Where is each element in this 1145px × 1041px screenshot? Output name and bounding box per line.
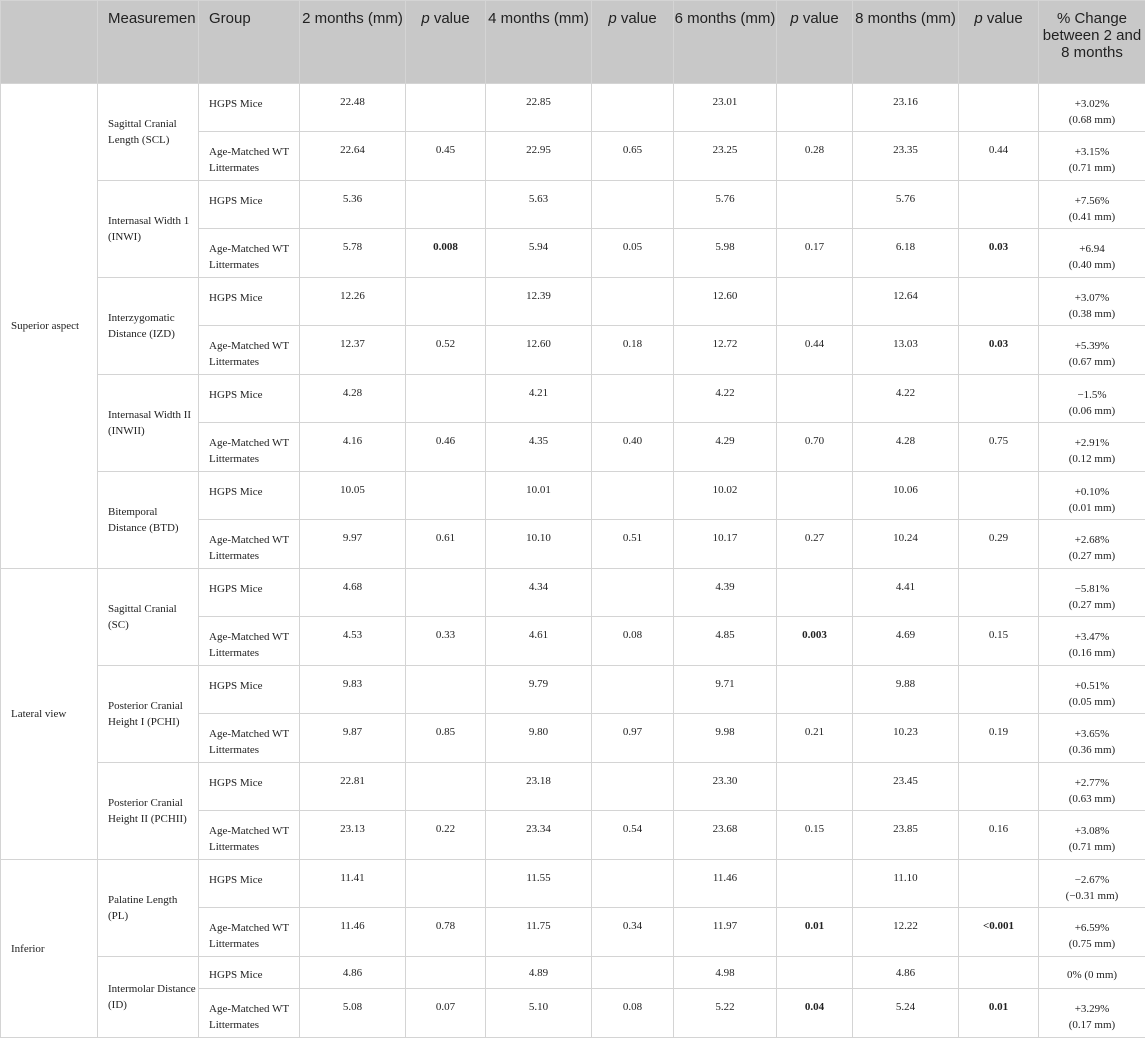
p-value-2-months (406, 763, 486, 811)
value-6-months: 12.60 (674, 278, 777, 326)
p-value-suffix: value (982, 10, 1023, 27)
measurement-cell: Bitemporal Distance (BTD) (98, 472, 199, 569)
percent-change-cell (1039, 375, 1145, 423)
p-value-4-months (592, 569, 674, 617)
value-6-months: 12.72 (674, 326, 777, 375)
value-4-months: 12.60 (486, 326, 592, 375)
change-mm: (0.16 mm) (1068, 647, 1116, 659)
percent-change: 0% (0 mm) (1066, 969, 1118, 981)
percent-change-cell (1039, 714, 1145, 763)
measurement-cell: Internasal Width 1 (INWI) (98, 181, 199, 278)
value-4-months: 4.35 (486, 423, 592, 472)
percent-change-cell (1039, 617, 1145, 666)
p-value-suffix: value (429, 10, 470, 27)
p-value-2-months (406, 860, 486, 908)
value-8-months: 9.88 (853, 666, 959, 714)
change-mm: (0.12 mm) (1068, 453, 1116, 465)
p-value-8-months (959, 181, 1039, 229)
header-p-value-6 (777, 1, 853, 84)
header-p-value-4 (592, 1, 674, 84)
value-4-months: 5.10 (486, 989, 592, 1038)
p-value-2-months (406, 278, 486, 326)
p-value-4-months: 0.40 (592, 423, 674, 472)
change-mm: (0.75 mm) (1068, 938, 1116, 950)
value-2-months: 11.46 (300, 908, 406, 957)
p-value-4-months: 0.65 (592, 132, 674, 181)
p-value-2-months (406, 569, 486, 617)
value-4-months: 5.63 (486, 181, 592, 229)
p-italic: p (974, 10, 983, 27)
value-4-months: 9.79 (486, 666, 592, 714)
change-mm: (0.27 mm) (1068, 599, 1116, 611)
change-mm: (0.41 mm) (1068, 211, 1116, 223)
p-value-6-months (777, 569, 853, 617)
p-value-suffix: value (798, 10, 839, 27)
value-8-months: 10.06 (853, 472, 959, 520)
group-cell: Age-Matched WT Littermates (199, 989, 300, 1038)
p-value-6-months: 0.01 (777, 908, 853, 957)
header-region (1, 1, 98, 84)
measurement-cell: Posterior Cranial Height I (PCHI) (98, 666, 199, 763)
value-4-months: 4.89 (486, 957, 592, 989)
percent-change: +5.39% (1074, 340, 1110, 352)
table-row (1, 569, 1145, 617)
value-8-months: 4.86 (853, 957, 959, 989)
group-cell: Age-Matched WT Littermates (199, 229, 300, 278)
group-cell: Age-Matched WT Littermates (199, 714, 300, 763)
table-row (1, 375, 1145, 423)
value-6-months: 23.01 (674, 84, 777, 132)
value-6-months: 4.85 (674, 617, 777, 666)
percent-change: −5.81% (1074, 583, 1110, 595)
change-mm: (0.67 mm) (1068, 356, 1116, 368)
percent-change: +0.51% (1074, 680, 1110, 692)
p-value-4-months: 0.18 (592, 326, 674, 375)
p-value-8-months: 0.44 (959, 132, 1039, 181)
percent-change-cell (1039, 472, 1145, 520)
p-value-6-months (777, 763, 853, 811)
group-cell: HGPS Mice (199, 84, 300, 132)
p-value-8-months: 0.29 (959, 520, 1039, 569)
percent-change-cell (1039, 278, 1145, 326)
p-value-4-months (592, 957, 674, 989)
p-value-suffix: value (616, 10, 657, 27)
value-4-months: 23.18 (486, 763, 592, 811)
p-value-6-months (777, 957, 853, 989)
value-2-months: 5.08 (300, 989, 406, 1038)
value-8-months: 6.18 (853, 229, 959, 278)
p-value-2-months: 0.61 (406, 520, 486, 569)
p-value-8-months (959, 84, 1039, 132)
p-value-8-months: 0.16 (959, 811, 1039, 860)
percent-change: +3.08% (1074, 825, 1110, 837)
p-value-2-months: 0.008 (406, 229, 486, 278)
header-4-months: 4 months (mm) (486, 1, 592, 84)
value-8-months: 23.35 (853, 132, 959, 181)
value-2-months: 10.05 (300, 472, 406, 520)
value-2-months: 12.37 (300, 326, 406, 375)
value-8-months: 11.10 (853, 860, 959, 908)
p-value-6-months (777, 181, 853, 229)
percent-change-cell (1039, 989, 1145, 1038)
table-row (1, 763, 1145, 811)
table-row (1, 278, 1145, 326)
p-value-2-months: 0.52 (406, 326, 486, 375)
percent-change-cell (1039, 132, 1145, 181)
p-value-4-months (592, 472, 674, 520)
p-value-6-months: 0.27 (777, 520, 853, 569)
percent-change: +2.91% (1074, 437, 1110, 449)
value-2-months: 12.26 (300, 278, 406, 326)
value-6-months: 9.98 (674, 714, 777, 763)
p-value-8-months (959, 763, 1039, 811)
group-cell: HGPS Mice (199, 957, 300, 989)
value-8-months: 12.22 (853, 908, 959, 957)
value-2-months: 4.28 (300, 375, 406, 423)
group-cell: Age-Matched WT Littermates (199, 811, 300, 860)
p-value-4-months: 0.34 (592, 908, 674, 957)
p-value-6-months: 0.21 (777, 714, 853, 763)
p-value-8-months: 0.03 (959, 229, 1039, 278)
p-value-6-months: 0.70 (777, 423, 853, 472)
percent-change: +6.59% (1074, 922, 1110, 934)
value-2-months: 5.78 (300, 229, 406, 278)
percent-change-cell (1039, 569, 1145, 617)
value-6-months: 5.76 (674, 181, 777, 229)
percent-change: +3.29% (1074, 1003, 1110, 1015)
p-value-6-months (777, 860, 853, 908)
p-value-2-months: 0.46 (406, 423, 486, 472)
percent-change: +3.65% (1074, 728, 1110, 740)
p-value-8-months: 0.15 (959, 617, 1039, 666)
p-value-2-months: 0.07 (406, 989, 486, 1038)
p-value-2-months (406, 181, 486, 229)
p-value-4-months: 0.08 (592, 989, 674, 1038)
value-2-months: 9.87 (300, 714, 406, 763)
p-value-8-months (959, 375, 1039, 423)
change-mm: (0.71 mm) (1068, 162, 1116, 174)
value-8-months: 10.23 (853, 714, 959, 763)
group-cell: HGPS Mice (199, 181, 300, 229)
percent-change: +3.15% (1074, 146, 1110, 158)
percent-change-cell (1039, 181, 1145, 229)
measurement-cell: Intermolar Distance (ID) (98, 957, 199, 1038)
p-value-4-months: 0.51 (592, 520, 674, 569)
measurement-cell: Sagittal Cranial Length (SCL) (98, 84, 199, 181)
percent-change: +7.56% (1074, 195, 1110, 207)
p-value-8-months (959, 957, 1039, 989)
p-value-2-months (406, 666, 486, 714)
p-value-6-months: 0.003 (777, 617, 853, 666)
value-8-months: 4.69 (853, 617, 959, 666)
value-2-months: 22.48 (300, 84, 406, 132)
p-value-8-months (959, 860, 1039, 908)
p-value-6-months: 0.28 (777, 132, 853, 181)
percent-change: +3.02% (1074, 98, 1110, 110)
value-6-months: 11.97 (674, 908, 777, 957)
p-value-6-months (777, 666, 853, 714)
p-italic: p (790, 10, 799, 27)
p-value-2-months: 0.45 (406, 132, 486, 181)
p-value-4-months (592, 666, 674, 714)
table-row (1, 472, 1145, 520)
value-8-months: 23.16 (853, 84, 959, 132)
group-cell: Age-Matched WT Littermates (199, 908, 300, 957)
p-value-8-months: 0.03 (959, 326, 1039, 375)
p-value-4-months (592, 278, 674, 326)
value-4-months: 10.10 (486, 520, 592, 569)
value-6-months: 9.71 (674, 666, 777, 714)
value-8-months: 5.76 (853, 181, 959, 229)
value-4-months: 4.61 (486, 617, 592, 666)
group-cell: Age-Matched WT Littermates (199, 132, 300, 181)
percent-change: +3.47% (1074, 631, 1110, 643)
header-row (1, 1, 1145, 84)
p-value-4-months: 0.05 (592, 229, 674, 278)
p-value-4-months: 0.08 (592, 617, 674, 666)
value-4-months: 22.95 (486, 132, 592, 181)
change-mm: (0.27 mm) (1068, 550, 1116, 562)
p-value-4-months (592, 84, 674, 132)
value-8-months: 13.03 (853, 326, 959, 375)
group-cell: Age-Matched WT Littermates (199, 326, 300, 375)
percent-change-cell (1039, 860, 1145, 908)
p-value-6-months: 0.44 (777, 326, 853, 375)
percent-change-cell (1039, 229, 1145, 278)
p-italic: p (421, 10, 430, 27)
percent-change-cell (1039, 520, 1145, 569)
p-value-8-months: <0.001 (959, 908, 1039, 957)
value-4-months: 22.85 (486, 84, 592, 132)
region-cell: Superior aspect (1, 84, 98, 569)
percent-change: +6.94 (1079, 243, 1105, 255)
measurement-cell: Posterior Cranial Height II (PCHII) (98, 763, 199, 860)
percent-change-cell (1039, 423, 1145, 472)
change-mm: (0.05 mm) (1068, 696, 1116, 708)
p-value-8-months (959, 666, 1039, 714)
percent-change: +0.10% (1074, 486, 1110, 498)
value-6-months: 10.02 (674, 472, 777, 520)
header-p-value-8 (959, 1, 1039, 84)
value-4-months: 11.75 (486, 908, 592, 957)
value-2-months: 4.68 (300, 569, 406, 617)
value-4-months: 10.01 (486, 472, 592, 520)
p-value-4-months (592, 763, 674, 811)
value-8-months: 5.24 (853, 989, 959, 1038)
p-value-2-months (406, 957, 486, 989)
p-value-4-months (592, 375, 674, 423)
p-value-4-months: 0.97 (592, 714, 674, 763)
header-p-value-2 (406, 1, 486, 84)
percent-change-cell (1039, 666, 1145, 714)
percent-change: +3.07% (1074, 292, 1110, 304)
value-8-months: 23.85 (853, 811, 959, 860)
p-value-8-months (959, 278, 1039, 326)
percent-change-cell (1039, 84, 1145, 132)
percent-change-cell (1039, 763, 1145, 811)
percent-change: −1.5% (1077, 389, 1107, 401)
group-cell: HGPS Mice (199, 666, 300, 714)
p-value-2-months: 0.85 (406, 714, 486, 763)
group-cell: HGPS Mice (199, 860, 300, 908)
measurement-cell: Internasal Width II (INWII) (98, 375, 199, 472)
value-6-months: 4.98 (674, 957, 777, 989)
value-2-months: 23.13 (300, 811, 406, 860)
value-6-months: 5.98 (674, 229, 777, 278)
value-4-months: 9.80 (486, 714, 592, 763)
value-6-months: 11.46 (674, 860, 777, 908)
p-value-8-months: 0.01 (959, 989, 1039, 1038)
group-cell: HGPS Mice (199, 375, 300, 423)
value-2-months: 9.83 (300, 666, 406, 714)
change-mm: (0.06 mm) (1068, 405, 1116, 417)
region-cell: Lateral view (1, 569, 98, 860)
change-mm: (0.38 mm) (1068, 308, 1116, 320)
table-row (1, 957, 1145, 989)
value-4-months: 11.55 (486, 860, 592, 908)
value-4-months: 12.39 (486, 278, 592, 326)
value-8-months: 23.45 (853, 763, 959, 811)
change-mm: (0.68 mm) (1068, 114, 1116, 126)
change-mm: (0.40 mm) (1068, 259, 1116, 271)
group-cell: Age-Matched WT Littermates (199, 520, 300, 569)
p-value-6-months (777, 84, 853, 132)
table-row (1, 666, 1145, 714)
change-mm: (0.63 mm) (1068, 793, 1116, 805)
value-6-months: 5.22 (674, 989, 777, 1038)
change-mm: (0.36 mm) (1068, 744, 1116, 756)
group-cell: Age-Matched WT Littermates (199, 617, 300, 666)
percent-change: −2.67% (1074, 874, 1110, 886)
p-value-4-months: 0.54 (592, 811, 674, 860)
header-6-months: 6 months (mm) (674, 1, 777, 84)
p-value-2-months (406, 375, 486, 423)
p-value-2-months (406, 472, 486, 520)
value-4-months: 23.34 (486, 811, 592, 860)
p-value-2-months: 0.33 (406, 617, 486, 666)
value-4-months: 4.21 (486, 375, 592, 423)
p-value-4-months (592, 860, 674, 908)
value-2-months: 4.53 (300, 617, 406, 666)
p-value-8-months (959, 569, 1039, 617)
value-4-months: 4.34 (486, 569, 592, 617)
value-6-months: 23.68 (674, 811, 777, 860)
value-6-months: 4.29 (674, 423, 777, 472)
group-cell: HGPS Mice (199, 472, 300, 520)
value-2-months: 4.16 (300, 423, 406, 472)
value-2-months: 4.86 (300, 957, 406, 989)
value-8-months: 4.41 (853, 569, 959, 617)
value-8-months: 12.64 (853, 278, 959, 326)
measurement-cell: Interzygomatic Distance (IZD) (98, 278, 199, 375)
value-4-months: 5.94 (486, 229, 592, 278)
value-6-months: 4.39 (674, 569, 777, 617)
value-2-months: 22.64 (300, 132, 406, 181)
measurement-cell: Sagittal Cranial (SC) (98, 569, 199, 666)
value-6-months: 10.17 (674, 520, 777, 569)
table-row (1, 181, 1145, 229)
p-value-8-months (959, 472, 1039, 520)
percent-change: +2.68% (1074, 534, 1110, 546)
percent-change-cell (1039, 908, 1145, 957)
p-value-6-months (777, 278, 853, 326)
table-row (1, 84, 1145, 132)
p-value-6-months: 0.17 (777, 229, 853, 278)
percent-change-cell (1039, 811, 1145, 860)
change-mm: (0.71 mm) (1068, 841, 1116, 853)
p-value-4-months (592, 181, 674, 229)
group-cell: HGPS Mice (199, 278, 300, 326)
group-cell: Age-Matched WT Littermates (199, 423, 300, 472)
p-value-2-months: 0.22 (406, 811, 486, 860)
p-value-6-months (777, 375, 853, 423)
value-8-months: 10.24 (853, 520, 959, 569)
p-value-2-months: 0.78 (406, 908, 486, 957)
p-value-6-months: 0.15 (777, 811, 853, 860)
header-measurement: Measuremen (98, 1, 199, 84)
p-italic: p (608, 10, 617, 27)
header-group: Group (199, 1, 300, 84)
percent-change-cell (1039, 326, 1145, 375)
p-value-6-months (777, 472, 853, 520)
value-2-months: 9.97 (300, 520, 406, 569)
value-6-months: 23.30 (674, 763, 777, 811)
header-2-months: 2 months (mm) (300, 1, 406, 84)
value-2-months: 11.41 (300, 860, 406, 908)
change-mm: (0.17 mm) (1068, 1019, 1116, 1031)
p-value-6-months: 0.04 (777, 989, 853, 1038)
value-2-months: 5.36 (300, 181, 406, 229)
p-value-2-months (406, 84, 486, 132)
region-cell: Inferior (1, 860, 98, 1038)
group-cell: HGPS Mice (199, 569, 300, 617)
p-value-8-months: 0.19 (959, 714, 1039, 763)
change-mm: (0.01 mm) (1068, 502, 1116, 514)
p-value-8-months: 0.75 (959, 423, 1039, 472)
group-cell: HGPS Mice (199, 763, 300, 811)
value-6-months: 23.25 (674, 132, 777, 181)
value-2-months: 22.81 (300, 763, 406, 811)
measurement-cell: Palatine Length (PL) (98, 860, 199, 957)
percent-change: +2.77% (1074, 777, 1110, 789)
percent-change-cell (1039, 957, 1145, 989)
value-8-months: 4.22 (853, 375, 959, 423)
value-6-months: 4.22 (674, 375, 777, 423)
header-percent-change: % Change between 2 and 8 months (1039, 1, 1145, 84)
table-row (1, 860, 1145, 908)
header-8-months: 8 months (mm) (853, 1, 959, 84)
value-8-months: 4.28 (853, 423, 959, 472)
change-mm: (−0.31 mm) (1065, 890, 1119, 902)
